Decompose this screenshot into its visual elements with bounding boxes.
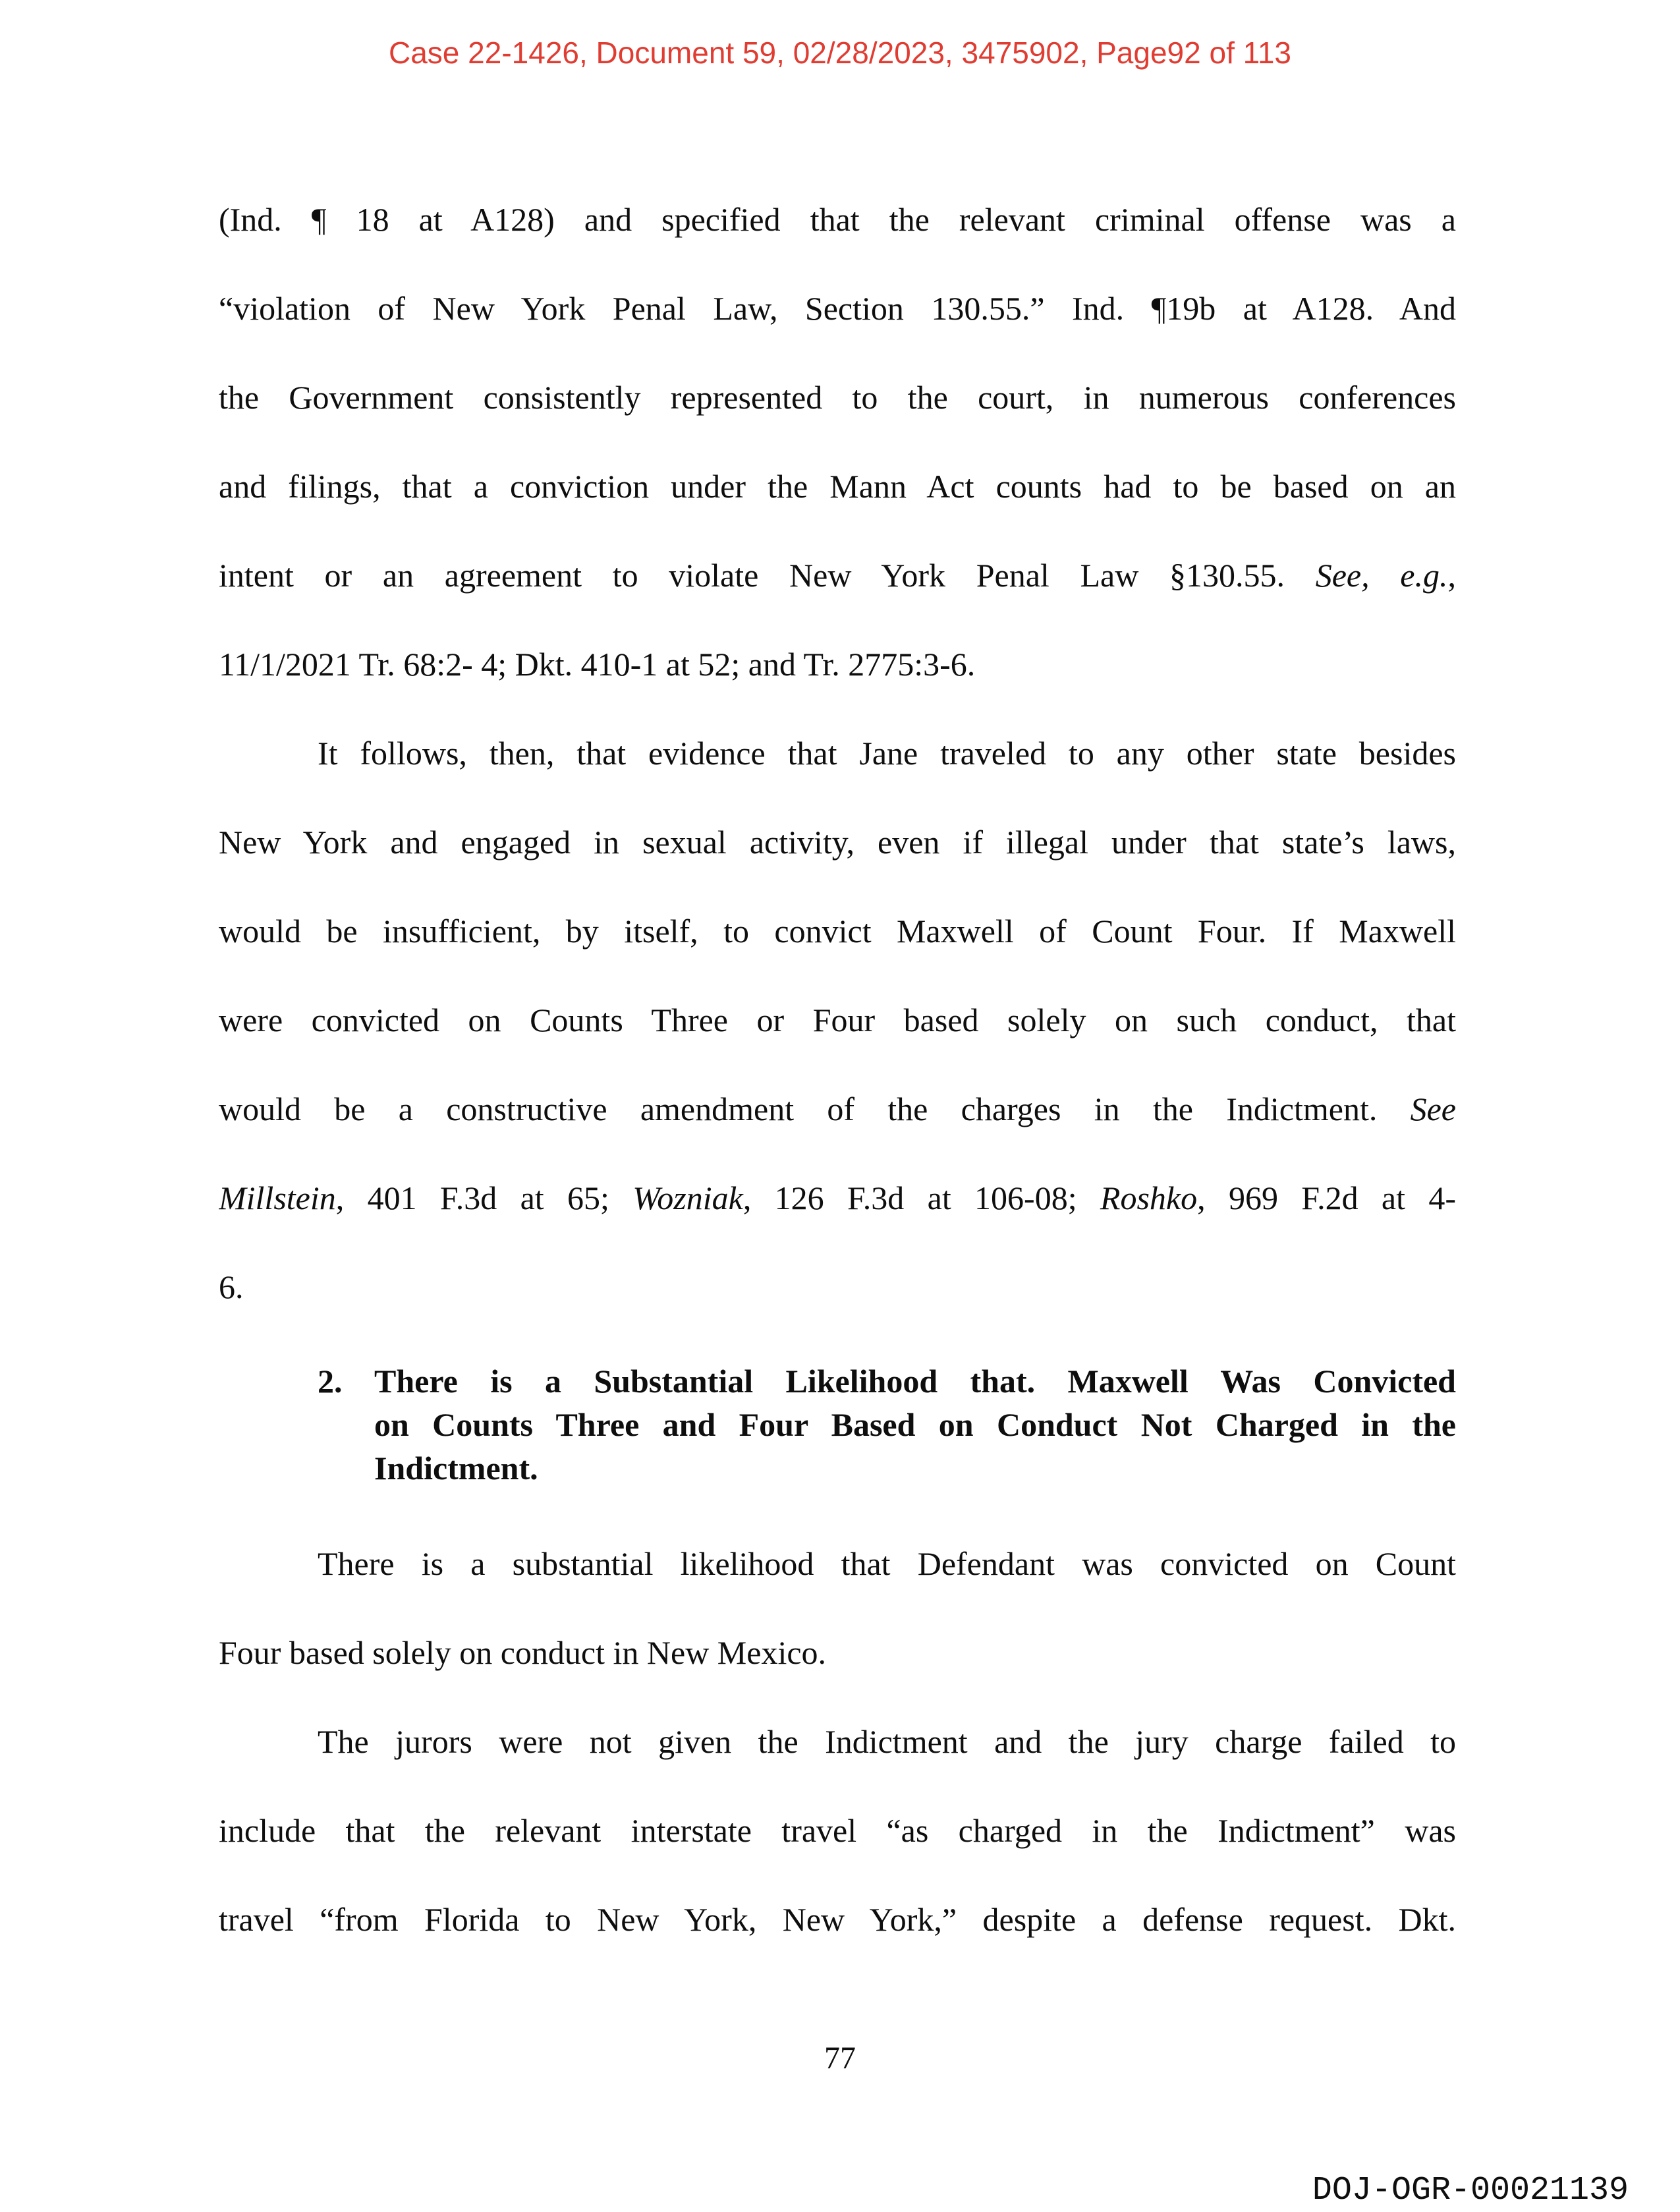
citation-italic-text: Wozniak [632,1179,743,1216]
section-heading [219,1359,1456,1490]
body-text: It follows, then, that evidence that Jane traveled to any other state besides [318,735,1456,772]
body-text: , [1447,557,1456,594]
citation-italic-text: Roshko [1100,1179,1198,1216]
body-text: on Counts Three and Four Based on Conduct Not Charged in the [374,1406,1456,1443]
court-stamp-header: Case 22-1426, Document 59, 02/28/2023, 3475902, Page92 of 113 [389,36,1291,70]
body-text: would be insufficient, by itself, to convict Maxwell of Count Four. If Maxwell [219,913,1456,950]
body-text: The jurors were not given the Indictment and the jury charge failed to [318,1723,1456,1760]
body-text: the Government consistently represented to the court, in numerous conferences [219,379,1456,416]
body-text: include that the relevant interstate travel “as charged in the Indictment” was [219,1812,1456,1849]
page-number: 77 [824,2041,856,2076]
text-line [219,1608,1456,1697]
text-line [219,1519,1456,1608]
citation-italic-text: See, e.g. [1315,557,1448,594]
text-line [219,442,1456,531]
body-text: travel “from Florida to New York, New York,” despite a defense request. Dkt. [219,1901,1456,1938]
text-line [219,353,1456,442]
body-text: and filings, that a conviction under the Mann Act counts had to be based on an [219,468,1456,505]
text-line [219,620,1456,709]
text-line [219,1786,1456,1875]
body-text: intent or an agreement to violate New York Penal Law §130.55. [219,557,1316,594]
body-text: 6. [219,1268,244,1305]
body-text: (Ind. ¶ 18 at A128) and specified that the relevant criminal offense was a [219,201,1456,238]
body-text: There is a substantial likelihood that Defendant was convicted on Count [318,1545,1456,1582]
body-text: would be a constructive amendment of the charges in the Indictment. [219,1091,1411,1127]
text-line [219,887,1456,976]
paragraph-2 [219,709,1456,1332]
heading-number: 2. [318,1363,343,1400]
text-line [219,976,1456,1065]
text-line [219,1697,1456,1786]
body-text: “violation of New York Penal Law, Section 130.55.” Ind. ¶19b at A128. And [219,290,1456,327]
text-line [219,1154,1456,1243]
body-text: , 401 F.3d at 65; [335,1179,633,1216]
body-text: 11/1/2021 Tr. 68:2- 4; Dkt. 410-1 at 52; and Tr. 2775:3-6. [219,646,976,683]
body-text: , 126 F.3d at 106-08; [742,1179,1100,1216]
text-line [219,175,1456,264]
paragraph-4 [219,1519,1456,1697]
text-line [219,1243,1456,1332]
text-line [219,709,1456,798]
text-line [219,264,1456,353]
text-line [219,1875,1456,1964]
text-line [219,1065,1456,1154]
text-line [219,531,1456,620]
body-text: Four based solely on conduct in New Mexico. [219,1634,827,1671]
citation-italic-text: Millstein [219,1179,336,1216]
citation-italic-text: See [1410,1091,1456,1127]
document-body [219,175,1456,1964]
body-text: were convicted on Counts Three or Four based solely on such conduct, that [219,1002,1456,1038]
paragraph-1 [219,175,1456,709]
paragraph-5 [219,1697,1456,1964]
body-text: New York and engaged in sexual activity, even if illegal under that state’s laws, [219,824,1456,861]
body-text: , 969 F.2d at 4- [1197,1179,1456,1216]
text-line [374,1359,1456,1403]
body-text: Indictment. [374,1450,538,1487]
text-line [219,798,1456,887]
body-text: There is a Substantial Likelihood that. Maxwell Was Convicted [374,1363,1456,1400]
text-line [374,1403,1456,1446]
text-line [374,1446,1456,1490]
bates-number: DOJ-OGR-00021139 [1312,2172,1629,2209]
